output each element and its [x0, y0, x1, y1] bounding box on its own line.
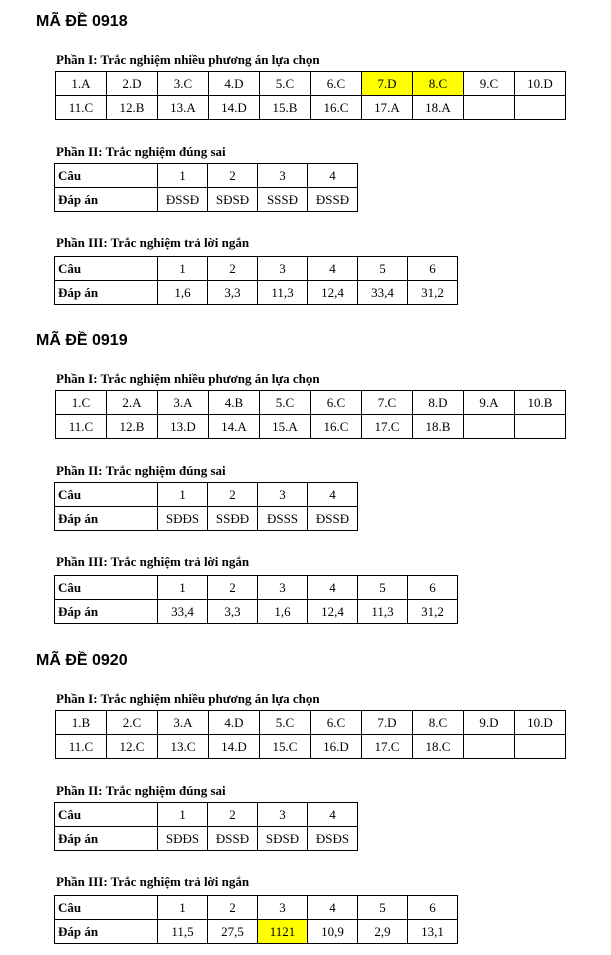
answer-cell: 5.C: [260, 711, 311, 735]
answer-cell: 3.C: [158, 72, 209, 96]
table-row: [55, 483, 358, 507]
answer-cell: ĐSĐS: [308, 827, 358, 851]
answer-cell: 8.C: [413, 711, 464, 735]
answer-cell: 17.C: [362, 415, 413, 439]
answer-cell: 10.B: [515, 391, 566, 415]
answer-cell: 8.D: [413, 391, 464, 415]
part2-title: Phần II: Trắc nghiệm đúng sai: [56, 783, 226, 798]
question-number: 4: [308, 164, 358, 188]
answer-cell: ĐSSS: [258, 507, 308, 531]
answer-cell: [515, 735, 566, 759]
part3-title: Phần III: Trắc nghiệm trả lời ngắn: [56, 874, 250, 889]
table-row: [55, 507, 358, 531]
answer-cell: 12.B: [107, 96, 158, 120]
answer-cell: 11.C: [56, 415, 107, 439]
answer-cell: 16.D: [311, 735, 362, 759]
question-number: 2: [208, 164, 258, 188]
part1-title: Phần I: Trắc nghiệm nhiều phương án lựa chọn: [56, 52, 320, 67]
answer-cell: [515, 415, 566, 439]
answer-cell: 17.A: [362, 96, 413, 120]
part3-title: Phần III: Trắc nghiệm trả lời ngắn: [56, 554, 250, 569]
answer-cell: 1,6: [258, 600, 308, 624]
answer-cell: 13.A: [158, 96, 209, 120]
question-number: 1: [158, 576, 208, 600]
row-label: Câu: [55, 896, 158, 920]
table-row: [55, 803, 358, 827]
answer-cell: 18.A: [413, 96, 464, 120]
table-row: [55, 576, 458, 600]
answer-cell: 5.C: [260, 391, 311, 415]
table-row: [55, 257, 458, 281]
exam-title: MÃ ĐỀ 0918: [36, 13, 128, 30]
answer-cell: [464, 415, 515, 439]
part1-answer-table: [55, 71, 566, 120]
answer-cell: 18.B: [413, 415, 464, 439]
answer-cell: 10.D: [515, 72, 566, 96]
answer-cell: 4.D: [209, 72, 260, 96]
answer-cell: 12.C: [107, 735, 158, 759]
answer-cell: 3,3: [208, 600, 258, 624]
question-number: 2: [208, 803, 258, 827]
question-number: 3: [258, 576, 308, 600]
part3-answer-table: [54, 256, 458, 305]
table-row: [56, 391, 566, 415]
exam-title: MÃ ĐỀ 0920: [36, 652, 128, 669]
answer-cell: ĐSSĐ: [158, 188, 208, 212]
row-label: Câu: [55, 257, 158, 281]
answer-cell: SSSĐ: [258, 188, 308, 212]
row-label: Đáp án: [55, 827, 158, 851]
answer-cell: SĐSĐ: [208, 188, 258, 212]
question-number: 2: [208, 896, 258, 920]
answer-cell: 9.C: [464, 72, 515, 96]
answer-cell: ĐSSĐ: [308, 507, 358, 531]
question-number: 4: [308, 896, 358, 920]
answer-cell: 7.D: [362, 711, 413, 735]
answer-cell: 3.A: [158, 711, 209, 735]
answer-cell: 13.D: [158, 415, 209, 439]
part3-answer-table: [54, 895, 458, 944]
question-number: 5: [358, 257, 408, 281]
table-row: [55, 164, 358, 188]
answer-cell: 11,3: [358, 600, 408, 624]
question-number: 3: [258, 257, 308, 281]
answer-cell: 15.B: [260, 96, 311, 120]
part3-answer-table: [54, 575, 458, 624]
row-label: Câu: [55, 483, 158, 507]
answer-cell: 12,4: [308, 281, 358, 305]
answer-cell: 12.B: [107, 415, 158, 439]
question-number: 5: [358, 576, 408, 600]
answer-cell: 13.C: [158, 735, 209, 759]
answer-cell: 14.A: [209, 415, 260, 439]
part2-title: Phần II: Trắc nghiệm đúng sai: [56, 144, 226, 159]
question-number: 3: [258, 164, 308, 188]
answer-cell: 14.D: [209, 735, 260, 759]
answer-cell: 2.A: [107, 391, 158, 415]
answer-cell: ĐSSĐ: [308, 188, 358, 212]
table-row: [55, 600, 458, 624]
question-number: 1: [158, 896, 208, 920]
question-number: 6: [408, 257, 458, 281]
answer-cell: 9.D: [464, 711, 515, 735]
part1-title: Phần I: Trắc nghiệm nhiều phương án lựa chọn: [56, 691, 320, 706]
question-number: 4: [308, 576, 358, 600]
answer-cell: 1121: [258, 920, 308, 944]
answer-cell: 2.D: [107, 72, 158, 96]
answer-cell: 11.C: [56, 735, 107, 759]
answer-cell: SSĐĐ: [208, 507, 258, 531]
row-label: Đáp án: [55, 507, 158, 531]
exam-title: MÃ ĐỀ 0919: [36, 332, 128, 349]
table-row: [55, 920, 458, 944]
table-row: [56, 96, 566, 120]
answer-cell: 31,2: [408, 281, 458, 305]
question-number: 2: [208, 576, 258, 600]
part2-answer-table: [54, 482, 358, 531]
answer-cell: 17.C: [362, 735, 413, 759]
question-number: 1: [158, 483, 208, 507]
question-number: 2: [208, 483, 258, 507]
answer-cell: 9.A: [464, 391, 515, 415]
table-row: [55, 827, 358, 851]
part1-answer-table: [55, 390, 566, 439]
part2-answer-table: [54, 163, 358, 212]
answer-cell: [515, 96, 566, 120]
answer-cell: SĐSĐ: [258, 827, 308, 851]
answer-cell: 33,4: [358, 281, 408, 305]
part3-title: Phần III: Trắc nghiệm trả lời ngắn: [56, 235, 250, 250]
row-label: Câu: [55, 164, 158, 188]
answer-cell: 7.C: [362, 391, 413, 415]
row-label: Câu: [55, 803, 158, 827]
answer-cell: 1.A: [56, 72, 107, 96]
row-label: Đáp án: [55, 281, 158, 305]
answer-cell: 11,5: [158, 920, 208, 944]
answer-cell: 13,1: [408, 920, 458, 944]
answer-cell: ĐSSĐ: [208, 827, 258, 851]
question-number: 6: [408, 896, 458, 920]
answer-cell: 3,3: [208, 281, 258, 305]
answer-cell: 4.B: [209, 391, 260, 415]
table-row: [56, 711, 566, 735]
answer-cell: SĐĐS: [158, 507, 208, 531]
question-number: 3: [258, 483, 308, 507]
answer-cell: 1.B: [56, 711, 107, 735]
answer-cell: 2,9: [358, 920, 408, 944]
answer-cell: 33,4: [158, 600, 208, 624]
part2-title: Phần II: Trắc nghiệm đúng sai: [56, 463, 226, 478]
answer-cell: 31,2: [408, 600, 458, 624]
question-number: 6: [408, 576, 458, 600]
answer-cell: 15.A: [260, 415, 311, 439]
question-number: 4: [308, 483, 358, 507]
question-number: 1: [158, 803, 208, 827]
answer-cell: 14.D: [209, 96, 260, 120]
answer-cell: 11.C: [56, 96, 107, 120]
row-label: Câu: [55, 576, 158, 600]
answer-cell: 15.C: [260, 735, 311, 759]
answer-cell: 11,3: [258, 281, 308, 305]
question-number: 1: [158, 164, 208, 188]
question-number: 4: [308, 803, 358, 827]
part2-answer-table: [54, 802, 358, 851]
row-label: Đáp án: [55, 188, 158, 212]
table-row: [55, 896, 458, 920]
table-row: [55, 281, 458, 305]
question-number: 3: [258, 896, 308, 920]
answer-cell: 2.C: [107, 711, 158, 735]
question-number: 4: [308, 257, 358, 281]
answer-cell: 6.C: [311, 391, 362, 415]
answer-cell: 6.C: [311, 711, 362, 735]
answer-cell: 27,5: [208, 920, 258, 944]
part1-title: Phần I: Trắc nghiệm nhiều phương án lựa chọn: [56, 371, 320, 386]
table-row: [56, 735, 566, 759]
answer-cell: 16.C: [311, 96, 362, 120]
answer-cell: SĐĐS: [158, 827, 208, 851]
row-label: Đáp án: [55, 920, 158, 944]
answer-cell: 10.D: [515, 711, 566, 735]
answer-cell: 16.C: [311, 415, 362, 439]
answer-cell: [464, 96, 515, 120]
question-number: 1: [158, 257, 208, 281]
answer-cell: 3.A: [158, 391, 209, 415]
table-row: [55, 188, 358, 212]
answer-cell: 18.C: [413, 735, 464, 759]
answer-cell: 1.C: [56, 391, 107, 415]
table-row: [56, 415, 566, 439]
answer-cell: 10,9: [308, 920, 358, 944]
answer-cell: 12,4: [308, 600, 358, 624]
answer-cell: 8.C: [413, 72, 464, 96]
row-label: Đáp án: [55, 600, 158, 624]
question-number: 3: [258, 803, 308, 827]
answer-cell: 6.C: [311, 72, 362, 96]
answer-cell: 4.D: [209, 711, 260, 735]
part1-answer-table: [55, 710, 566, 759]
question-number: 2: [208, 257, 258, 281]
answer-cell: 7.D: [362, 72, 413, 96]
table-row: [56, 72, 566, 96]
answer-cell: 5.C: [260, 72, 311, 96]
answer-cell: [464, 735, 515, 759]
question-number: 5: [358, 896, 408, 920]
answer-cell: 1,6: [158, 281, 208, 305]
